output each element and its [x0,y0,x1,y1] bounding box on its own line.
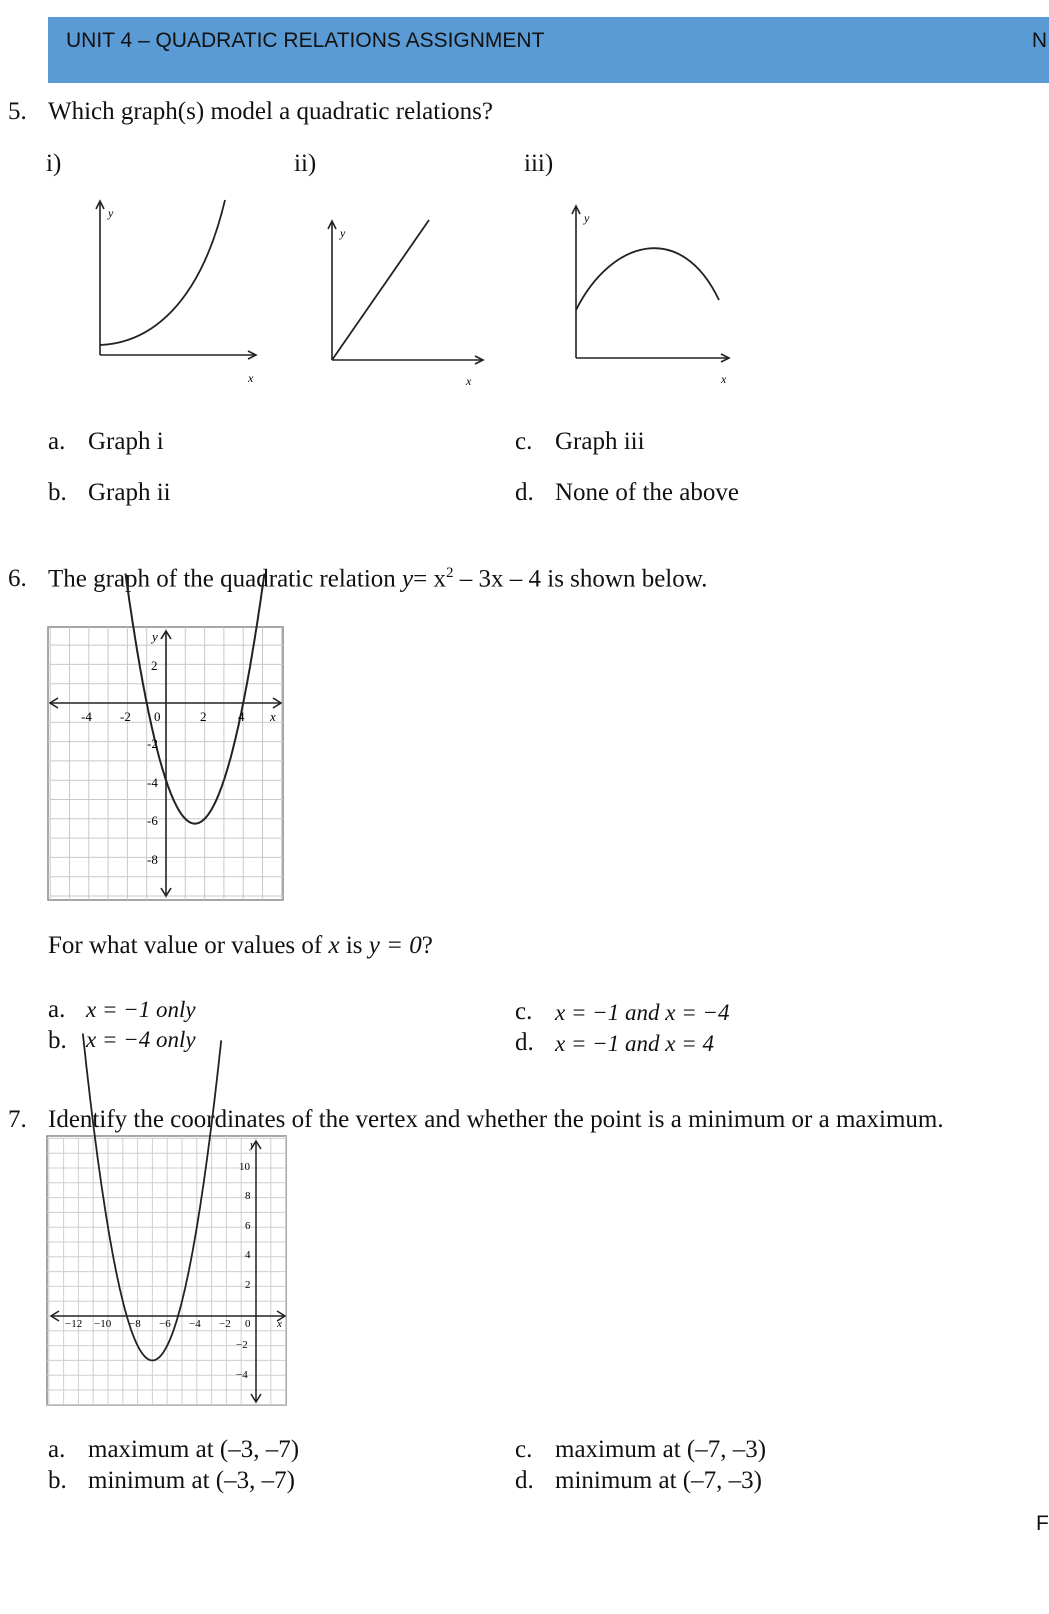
q5-option-b-letter: b. [48,479,67,506]
q5-option-d[interactable]: None of the above [555,479,739,506]
q6-x-tick-neg4: -4 [81,709,92,724]
q7-option-d-letter: d. [515,1467,534,1494]
graph-ii-y-label: y [340,226,346,240]
footer-edge-text: F [1036,1512,1049,1535]
q6-equation-rest: – 3x – 4 [459,565,541,593]
q5-graph-label-i: i) [46,150,62,177]
q5-option-a-letter: a. [48,428,66,455]
q5-option-c[interactable]: Graph iii [555,428,645,455]
q7-y-tick-2: 2 [245,1279,251,1291]
q6-option-c-letter: c. [515,998,533,1025]
q7-y-tick-neg4: −4 [236,1369,248,1381]
q6-question-var: x [328,932,340,959]
q6-option-b[interactable]: x = −4 only [86,1027,196,1052]
q6-x-label: x [270,709,276,724]
q6-option-a-letter: a. [48,996,66,1023]
q7-text: Identify the coordinates of the vertex and whether the point is a minimum or a maximum. [48,1106,944,1133]
graph-i-curve [100,200,225,345]
q7-option-c-letter: c. [515,1436,533,1463]
q6-question-end: ? [421,932,433,959]
q5-graph-iii [566,200,736,390]
q5-graph-ii [322,215,492,390]
q7-graph [47,1136,287,1406]
q6-option-d-letter: d. [515,1029,534,1056]
q7-number: 7. [8,1106,27,1133]
q6-number: 6. [8,565,27,592]
q6-text [48,565,707,593]
q6-y-tick-2: 2 [151,658,158,673]
q7-y-tick-neg2: −2 [236,1339,248,1351]
graph-ii-line [332,220,429,360]
q7-option-a-letter: a. [48,1436,66,1463]
q6-x-tick-2: 2 [200,709,207,724]
q6-graph [48,627,284,901]
q7-x-tick-neg12: −12 [65,1318,83,1330]
q6-option-a[interactable]: x = −1 only [86,997,196,1022]
q5-option-a[interactable]: Graph i [88,428,164,455]
q7-option-b-letter: b. [48,1467,67,1494]
q7-y-tick-4: 4 [245,1249,251,1261]
q5-number: 5. [8,98,27,125]
graph-ii-x-label: x [466,374,472,388]
q7-x-tick-neg2: −2 [219,1318,231,1330]
q6-text-suffix: is shown below. [547,565,708,593]
q6-x-tick-0: 0 [154,709,161,724]
q6-option-d[interactable]: x = −1 and x = 4 [555,1031,714,1056]
q7-x-tick-0: 0 [245,1318,251,1330]
q7-y-tick-8: 8 [245,1190,251,1202]
graph-i-x-label: x [248,371,254,385]
q6-y-tick-neg2: -2 [147,736,158,751]
q5-option-c-letter: c. [515,428,533,455]
q5-option-d-letter: d. [515,479,534,506]
q7-graph-frame [47,1136,286,1405]
q5-option-b[interactable]: Graph ii [88,479,171,506]
page-title: UNIT 4 – QUADRATIC RELATIONS ASSIGNMENT [66,29,545,52]
graph-iii-y-label: y [584,211,590,225]
q6-text-prefix: The graph of the quadratic relation [48,565,396,593]
q5-graph-label-ii: ii) [294,150,317,177]
q6-equation-exp: 2 [446,565,454,581]
q7-option-b[interactable]: minimum at (–3, –7) [88,1467,295,1494]
q7-option-a[interactable]: maximum at (–3, –7) [88,1436,300,1463]
q6-option-b-letter: b. [48,1027,67,1054]
graph-iii-x-label: x [721,372,727,386]
q5-graph-label-iii: iii) [524,150,554,177]
q6-option-c[interactable]: x = −1 and x = −4 [555,1000,730,1025]
q6-question-eq: y = 0 [368,932,422,959]
q6-y-tick-neg8: -8 [147,852,158,867]
q7-x-tick-neg10: −10 [94,1318,112,1330]
header-banner [48,17,1049,83]
q5-graph-i [90,195,270,395]
q7-x-label: x [277,1318,282,1330]
q6-equation-lhs: y [402,565,414,593]
q7-x-tick-neg6: −6 [159,1318,171,1330]
q6-x-tick-4: 4 [238,709,245,724]
header-edge-text: N [1031,29,1047,52]
q6-question-mid: is [345,932,363,959]
q6-equation-mid: = x [413,565,446,593]
q6-x-tick-neg2: -2 [120,709,131,724]
q5-text: Which graph(s) model a quadratic relations? [48,98,493,125]
q6-question [48,932,433,960]
q7-x-tick-neg4: −4 [189,1318,201,1330]
q6-question-prefix: For what value or values of [48,932,323,959]
graph-iii-curve [576,248,719,310]
q7-y-tick-6: 6 [245,1220,251,1232]
q7-y-tick-10: 10 [239,1161,250,1173]
q6-y-label: y [152,629,158,644]
graph-i-y-label: y [108,206,114,220]
q7-x-tick-neg8: −8 [129,1318,141,1330]
q6-y-tick-neg4: -4 [147,775,158,790]
q7-option-c[interactable]: maximum at (–7, –3) [555,1436,767,1463]
q6-y-tick-neg6: -6 [147,813,158,828]
q7-option-d[interactable]: minimum at (–7, –3) [555,1467,762,1494]
q7-y-label: y [250,1139,255,1151]
